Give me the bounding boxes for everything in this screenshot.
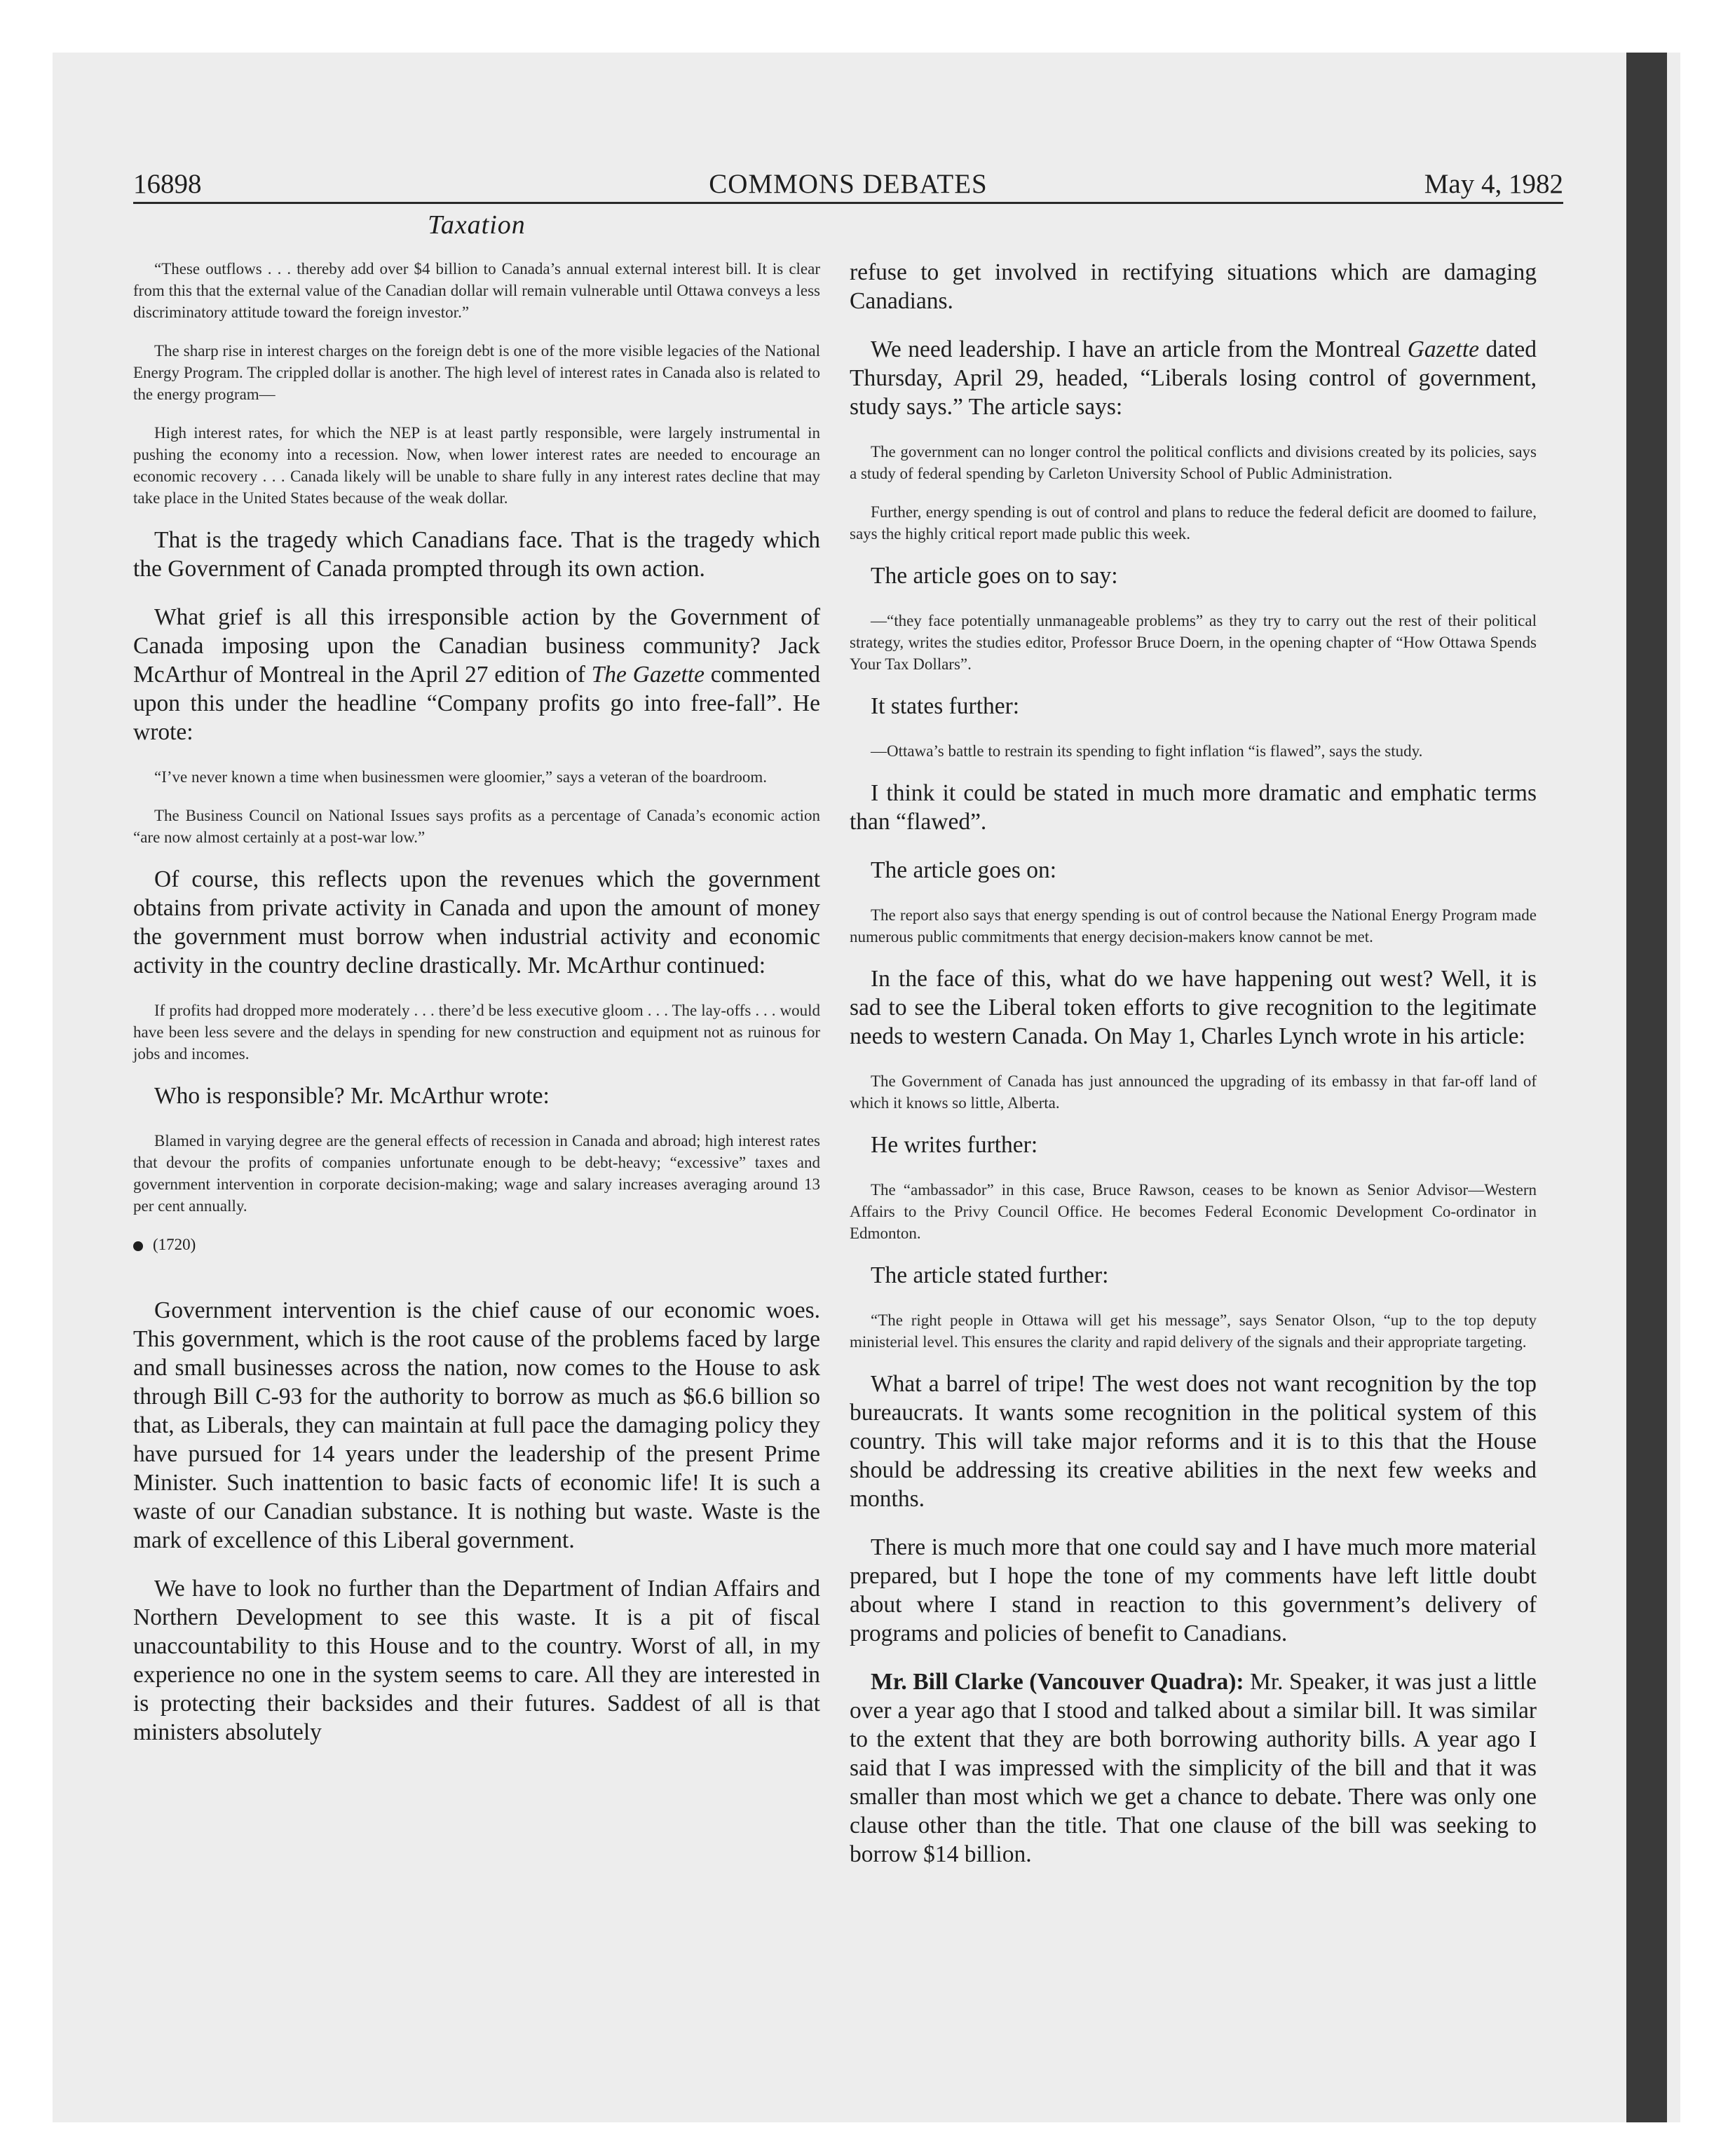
body-paragraph: Government intervention is the chief cause of our economic woes. This government, which is the root cause of the problems faced by large and small businesses across the nation, now comes to the House to ask through Bill C-93 for the authority to borrow as much as $6.6 billion so that, as Liberals, they can maintain at full pace the damaging policy they have pursued for 14 years under the leadership of the present Prime Minister. Such inattention to basic facts of economic life! It is such a waste of our Canadian substance. It is nothing but waste. Waste is the mark of excellence of this Liberal government. [133, 1297, 820, 1553]
bullet-icon [133, 1241, 143, 1251]
body-paragraph: Who is responsible? Mr. McArthur wrote: [154, 1083, 550, 1109]
body-paragraph [133, 603, 820, 746]
body-paragraph: The article goes on to say: [871, 563, 1118, 589]
text-run: We need leadership. I have an article from the Montreal [871, 336, 1408, 362]
body-paragraph: That is the tragedy which Canadians face. That is the tragedy which the Government of Canada prompted through its own action. [133, 527, 820, 582]
page-date: May 4, 1982 [1424, 169, 1563, 199]
body-paragraph: We have to look no further than the Department of Indian Affairs and Northern Development to see this waste. It is a pit of fiscal unaccountability to this House and to the country. Worst of all, in my experience no one in the system seems to care. All they are interested in is protecting their backsides and their futures. Saddest of all is that ministers absolutely [133, 1576, 820, 1745]
body-paragraph: There is much more that one could say and I have much more material prepared, but I hope the tone of my comments have left little doubt about where I stand in reaction to this government’s delivery of programs and policies of benefit to Canadians. [850, 1534, 1537, 1646]
right-column [850, 258, 1537, 1888]
quote-paragraph: “The right people in Ottawa will get his message”, says Senator Olson, “up to the top deputy ministerial level. This ensures the clarity and rapid delivery of the signals and their appropriate targeting. [850, 1311, 1537, 1351]
text-run: Mr. Speaker, it was just a little over a year ago that I stood and talked about a similar bill. It was similar to the extent that they are both borrowing authority bills. A year ago I said that I was impressed with the simplicity of the bill and that it was smaller than most which we get a chance to debate. There was only one clause other than the title. That one clause of the bill was seeking to borrow $14 billion. [850, 1669, 1537, 1867]
body-paragraph: I think it could be stated in much more dramatic and emphatic terms than “flawed”. [850, 780, 1537, 835]
quote-paragraph: The “ambassador” in this case, Bruce Rawson, ceases to be known as Senior Advisor—Western Affairs to the Privy Council Office. He becomes Federal Economic Development Co-ordinator in Edmonton. [850, 1181, 1537, 1242]
quote-paragraph: The Business Council on National Issues says profits as a percentage of Canada’s economic action “are now almost certainly at a post-war low.” [133, 807, 820, 846]
left-column [133, 258, 820, 1766]
page-header [133, 167, 1563, 204]
body-paragraph: In the face of this, what do we have happening out west? Well, it is sad to see the Liberal token efforts to give recognition to the legitimate needs to western Canada. On May 1, Charles Lynch wrote in his article: [850, 966, 1537, 1049]
body-paragraph [850, 1667, 1537, 1869]
publication-name: Gazette [1407, 336, 1480, 362]
publication-name: The Gazette [591, 662, 705, 688]
publication-title: COMMONS DEBATES [709, 169, 988, 199]
quote-paragraph: —“they face potentially unmanageable problems” as they try to carry out the rest of their political strategy, writes the studies editor, Professor Bruce Doern, in the opening chapter of “How Ottawa Spends Your Tax Dollars”. [850, 612, 1537, 673]
time-marker-label: (1720) [153, 1236, 196, 1253]
binding-edge [1626, 53, 1667, 2122]
body-paragraph [850, 335, 1537, 421]
quote-paragraph: Blamed in varying degree are the general effects of recession in Canada and abroad; high interest rates that devour the profits of companies unfortunate enough to be debt-heavy; “excessive” taxes and government intervention in corporate decision-making; wage and salary increases averaging around 13 per cent annually. [133, 1132, 820, 1215]
body-paragraph: refuse to get involved in rectifying situations which are damaging Canadians. [850, 259, 1537, 314]
quote-paragraph: The report also says that energy spending is out of control because the National Energy Program made numerous public commitments that energy decision-makers know cannot be met. [850, 906, 1537, 946]
body-paragraph: What a barrel of tripe! The west does not want recognition by the top bureaucrats. It wants some recognition in the political system of this country. This will take major reforms and it is to this that the House should be addressing its creative abilities in the next few weeks and months. [850, 1371, 1537, 1512]
quote-paragraph: The government can no longer control the political conflicts and divisions created by its policies, says a study of federal spending by Carleton University School of Public Administration. [850, 443, 1537, 482]
quote-paragraph: The Government of Canada has just announced the upgrading of its embassy in that far-off land of which it knows so little, Alberta. [850, 1072, 1537, 1112]
section-title: Taxation [428, 210, 526, 240]
time-marker [133, 1234, 820, 1255]
quote-paragraph: Further, energy spending is out of control and plans to reduce the federal deficit are doomed to failure, says the highly critical report made public this week. [850, 503, 1537, 543]
body-paragraph: He writes further: [871, 1132, 1038, 1158]
text-run: commented upon this under the headline “Company profits go into free-fall”. He wrote: [133, 662, 820, 745]
body-paragraph: It states further: [871, 693, 1020, 719]
quote-paragraph: “I’ve never known a time when businessmen were gloomier,” says a veteran of the boardroom. [154, 768, 768, 786]
text-run: dated Thursday, April 29, headed, “Liberals losing control of government, study says.” The article says: [850, 336, 1537, 420]
quote-paragraph: “These outflows . . . thereby add over $4 billion to Canada’s annual external interest bill. It is clear from this that the external value of the Canadian dollar will remain vulnerable until Ottawa conveys a less discriminatory attitude toward the foreign investor.” [133, 260, 820, 321]
body-paragraph: The article goes on: [871, 857, 1057, 883]
quote-paragraph: The sharp rise in interest charges on the foreign debt is one of the more visible legacies of the National Energy Program. The crippled dollar is another. The high level of interest rates in Canada also is related to the energy program— [133, 342, 820, 403]
quote-paragraph: High interest rates, for which the NEP is at least partly responsible, were largely instrumental in pushing the economy into a recession. Now, when lower interest rates are needed to encourage an economic recovery . . . Canada likely will be unable to share fully in any interest rates decline that may take place in the United States because of the weak dollar. [133, 424, 820, 507]
speaker-name: Mr. Bill Clarke (Vancouver Quadra): [871, 1669, 1244, 1695]
text-run: What grief is all this irresponsible action by the Government of Canada imposing upon the Canadian business community? Jack McArthur of Montreal in the April 27 edition of [133, 604, 820, 688]
page-number: 16898 [133, 169, 202, 199]
quote-paragraph: —Ottawa’s battle to restrain its spending to fight inflation “is flawed”, says the study. [871, 742, 1423, 760]
body-paragraph: Of course, this reflects upon the revenues which the government obtains from private activity in Canada and upon the amount of money the government must borrow when industrial activity and economic activity in the country decline drastically. Mr. McArthur continued: [133, 866, 820, 978]
body-paragraph: The article stated further: [871, 1262, 1109, 1288]
quote-paragraph: If profits had dropped more moderately . . . there’d be less executive gloom . . . The lay-offs . . . would have been less severe and the delays in spending for new construction and equipment not as ruinous for jobs and incomes. [133, 1002, 820, 1063]
